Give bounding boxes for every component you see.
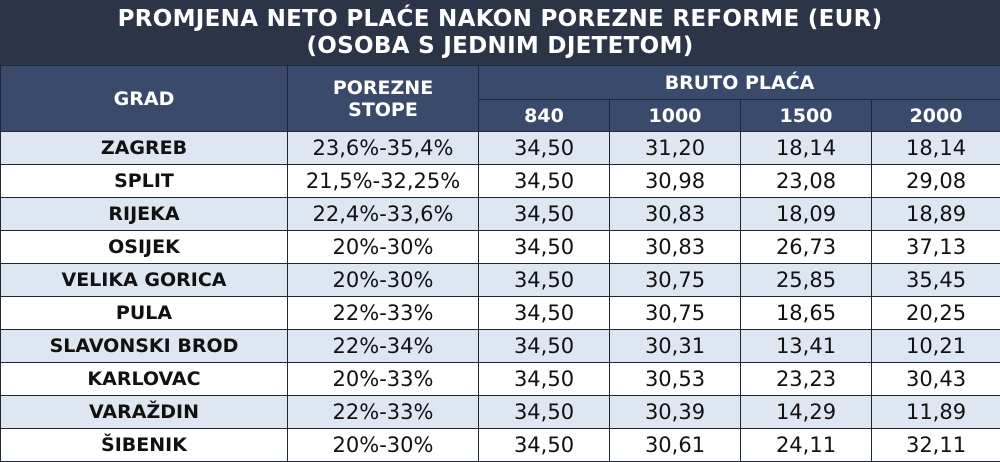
cell-value: 34,50 (479, 264, 610, 297)
cell-porezne-stope: 22%-33% (288, 396, 479, 429)
cell-porezne-stope: 20%-30% (288, 264, 479, 297)
cell-grad: SLAVONSKI BROD (1, 330, 288, 363)
cell-value: 30,61 (610, 429, 741, 462)
table-row (1, 198, 1000, 231)
header-porezne-line-1: POREZNE (288, 77, 478, 99)
cell-value: 34,50 (479, 198, 610, 231)
cell-grad: PULA (1, 297, 288, 330)
cell-value: 35,45 (872, 264, 1000, 297)
cell-value: 18,65 (741, 297, 872, 330)
cell-value: 23,23 (741, 363, 872, 396)
table-row (1, 132, 1000, 165)
cell-value: 23,08 (741, 165, 872, 198)
header-grad: GRAD (1, 66, 288, 132)
table-body (1, 132, 1000, 462)
cell-porezne-stope: 20%-30% (288, 231, 479, 264)
cell-value: 29,08 (872, 165, 1000, 198)
cell-grad: SPLIT (1, 165, 288, 198)
header-bruto-placa: BRUTO PLAĆA (479, 66, 1000, 100)
cell-grad: RIJEKA (1, 198, 288, 231)
cell-grad: VELIKA GORICA (1, 264, 288, 297)
cell-value: 34,50 (479, 297, 610, 330)
cell-value: 34,50 (479, 330, 610, 363)
cell-grad: VARAŽDIN (1, 396, 288, 429)
cell-value: 14,29 (741, 396, 872, 429)
cell-value: 30,53 (610, 363, 741, 396)
cell-porezne-stope: 20%-30% (288, 429, 479, 462)
header-bruto-1500: 1500 (741, 100, 872, 132)
cell-value: 30,75 (610, 297, 741, 330)
cell-value: 30,75 (610, 264, 741, 297)
cell-value: 25,85 (741, 264, 872, 297)
cell-value: 13,41 (741, 330, 872, 363)
cell-value: 20,25 (872, 297, 1000, 330)
table-row (1, 363, 1000, 396)
cell-grad: OSIJEK (1, 231, 288, 264)
data-table (0, 65, 1000, 462)
title-line-1: PROMJENA NETO PLAĆE NAKON POREZNE REFORME (EUR) (0, 6, 1000, 33)
cell-value: 31,20 (610, 132, 741, 165)
cell-porezne-stope: 21,5%-32,25% (288, 165, 479, 198)
chart-title (0, 0, 1000, 65)
cell-value: 18,14 (872, 132, 1000, 165)
cell-grad: KARLOVAC (1, 363, 288, 396)
cell-value: 37,13 (872, 231, 1000, 264)
header-bruto-1000: 1000 (610, 100, 741, 132)
cell-porezne-stope: 23,6%-35,4% (288, 132, 479, 165)
table-row (1, 396, 1000, 429)
cell-value: 26,73 (741, 231, 872, 264)
cell-grad: ZAGREB (1, 132, 288, 165)
cell-value: 32,11 (872, 429, 1000, 462)
cell-value: 30,83 (610, 198, 741, 231)
cell-value: 30,83 (610, 231, 741, 264)
header-bruto-2000: 2000 (872, 100, 1000, 132)
cell-value: 18,14 (741, 132, 872, 165)
cell-value: 34,50 (479, 396, 610, 429)
cell-value: 30,43 (872, 363, 1000, 396)
table-row (1, 165, 1000, 198)
cell-value: 34,50 (479, 429, 610, 462)
cell-grad: ŠIBENIK (1, 429, 288, 462)
cell-value: 30,39 (610, 396, 741, 429)
table-row (1, 330, 1000, 363)
cell-value: 24,11 (741, 429, 872, 462)
table-row (1, 429, 1000, 462)
cell-value: 10,21 (872, 330, 1000, 363)
cell-value: 34,50 (479, 132, 610, 165)
cell-porezne-stope: 20%-33% (288, 363, 479, 396)
cell-value: 30,31 (610, 330, 741, 363)
title-line-2: (OSOBA S JEDNIM DJETETOM) (0, 33, 1000, 60)
cell-value: 11,89 (872, 396, 1000, 429)
cell-porezne-stope: 22%-34% (288, 330, 479, 363)
header-porezne-line-2: STOPE (288, 99, 478, 121)
cell-value: 18,09 (741, 198, 872, 231)
cell-porezne-stope: 22,4%-33,6% (288, 198, 479, 231)
table-row (1, 297, 1000, 330)
cell-porezne-stope: 22%-33% (288, 297, 479, 330)
cell-value: 30,98 (610, 165, 741, 198)
table-row (1, 231, 1000, 264)
cell-value: 34,50 (479, 165, 610, 198)
cell-value: 34,50 (479, 231, 610, 264)
table-row (1, 264, 1000, 297)
header-bruto-840: 840 (479, 100, 610, 132)
header-porezne-stope (288, 66, 479, 132)
cell-value: 34,50 (479, 363, 610, 396)
cell-value: 18,89 (872, 198, 1000, 231)
